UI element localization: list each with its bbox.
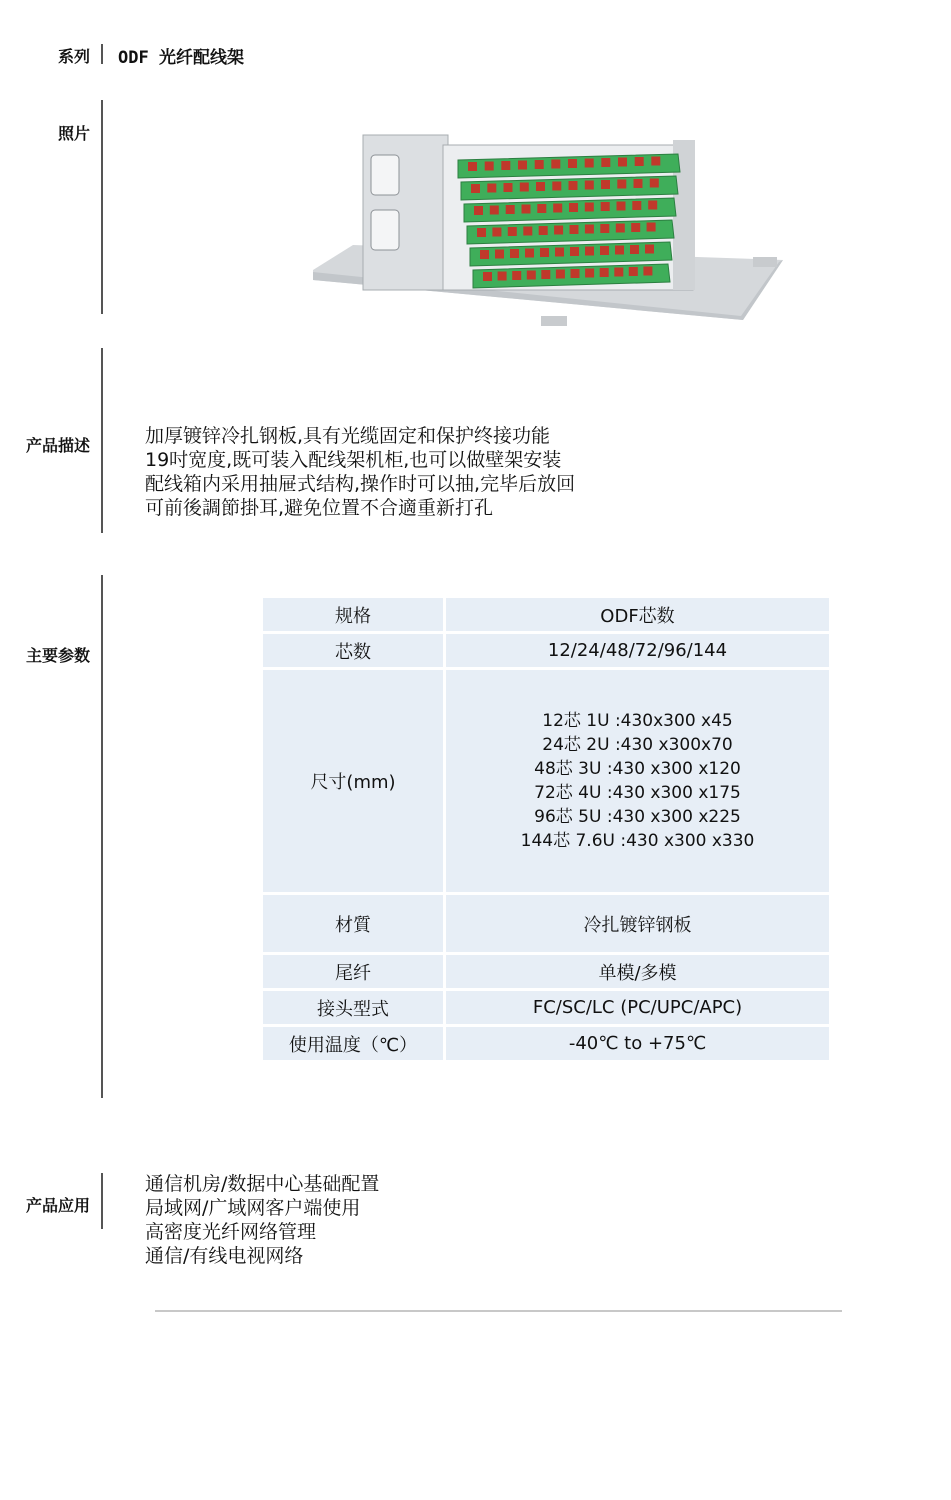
dimensions-list [446, 670, 829, 895]
fiber-adapter [618, 158, 627, 167]
fiber-adapter [634, 179, 643, 188]
fiber-adapter [520, 183, 529, 192]
table-row [263, 598, 829, 634]
fiber-adapter [616, 224, 625, 233]
fiber-adapter [645, 245, 654, 254]
fiber-adapter [569, 203, 578, 212]
param-value: 单模/多模 [446, 955, 829, 991]
fiber-adapter [512, 271, 521, 280]
description-line: 可前後調節掛耳,避免位置不合適重新打孔 [145, 497, 494, 519]
application-text [145, 1172, 379, 1268]
fiber-adapter [601, 180, 610, 189]
fiber-adapter [556, 270, 565, 279]
divider-params [101, 575, 103, 1098]
fiber-adapter [522, 205, 531, 214]
fiber-adapter [492, 228, 501, 237]
params-table [263, 598, 829, 1063]
odf-product-photo [313, 120, 788, 365]
dimension-item: 24芯 2U :430 x300x70 [542, 735, 733, 755]
table-row [263, 634, 829, 670]
fiber-adapter [506, 205, 515, 214]
fiber-adapter [552, 182, 561, 191]
application-line: 局域网/广域网客户端使用 [145, 1197, 361, 1219]
table-row [263, 955, 829, 991]
fiber-adapter [541, 270, 550, 279]
fiber-adapter [495, 250, 504, 259]
fiber-adapter [527, 271, 536, 280]
fiber-adapter [617, 202, 626, 211]
fiber-adapter [651, 157, 660, 166]
fiber-adapter [536, 182, 545, 191]
fiber-adapter [631, 223, 640, 232]
fiber-adapter [601, 202, 610, 211]
fiber-adapter [555, 248, 564, 257]
fiber-adapter [485, 162, 494, 171]
fiber-adapter [477, 228, 486, 237]
fiber-adapter [585, 181, 594, 190]
fiber-adapter [523, 227, 532, 236]
fiber-adapter [585, 247, 594, 256]
param-value: -40℃ to +75℃ [446, 1027, 829, 1063]
fiber-adapter [600, 224, 609, 233]
fiber-adapter [600, 246, 609, 255]
fiber-adapter [650, 179, 659, 188]
fiber-adapter [648, 201, 657, 210]
fiber-adapter [551, 160, 560, 169]
fiber-adapter [553, 204, 562, 213]
fiber-adapter [571, 269, 580, 278]
description-label: 产品描述 [25, 436, 90, 455]
fiber-adapter [600, 268, 609, 277]
fiber-adapter [518, 161, 527, 170]
photo-label: 照片 [57, 124, 90, 143]
param-key: 规格 [263, 598, 446, 634]
description-line: 加厚镀锌冷扎钢板,具有光缆固定和保护终接功能 [145, 425, 551, 447]
fiber-adapter [632, 201, 641, 210]
application-line: 通信机房/数据中心基础配置 [145, 1173, 380, 1195]
bottom-divider [155, 1310, 842, 1312]
fiber-adapter [483, 272, 492, 281]
fiber-adapter [501, 161, 510, 170]
divider-description [101, 348, 103, 533]
fiber-adapter [540, 248, 549, 257]
param-value: 冷扎镀锌钢板 [446, 895, 829, 955]
table-row [263, 670, 829, 895]
fiber-adapter [537, 204, 546, 213]
fiber-adapter [471, 184, 480, 193]
fiber-adapter [585, 225, 594, 234]
description-line: 19吋宽度,既可装入配线架机柜,也可以做壁架安装 [145, 449, 562, 471]
param-key: 使用温度（℃） [263, 1027, 446, 1063]
fiber-adapter [601, 158, 610, 167]
fiber-adapter [539, 226, 548, 235]
dimension-item: 144芯 7.6U :430 x300 x330 [520, 831, 755, 851]
fiber-adapter [629, 267, 638, 276]
fiber-adapter [647, 223, 656, 232]
fiber-adapter [504, 183, 513, 192]
divider-series [101, 44, 103, 64]
fiber-adapter [615, 246, 624, 255]
divider-photo [101, 100, 103, 314]
application-line: 通信/有线电视网络 [145, 1245, 304, 1267]
fiber-adapter [487, 184, 496, 193]
fiber-adapter [498, 272, 507, 281]
param-key: 材質 [263, 895, 446, 955]
fiber-adapter [468, 162, 477, 171]
param-value: 12/24/48/72/96/144 [446, 634, 829, 670]
series-value: ODF 光纤配线架 [118, 48, 244, 68]
fiber-adapter [554, 226, 563, 235]
divider-application [101, 1173, 103, 1229]
dimension-item: 72芯 4U :430 x300 x175 [534, 783, 741, 803]
fiber-adapter [614, 268, 623, 277]
fiber-adapter [525, 249, 534, 258]
description-line: 配线箱内采用抽屉式结构,操作时可以抽,完毕后放回 [145, 473, 576, 495]
fiber-adapter [474, 206, 483, 215]
dimension-item: 12芯 1U :430x300 x45 [542, 711, 733, 731]
param-key: 尾纤 [263, 955, 446, 991]
application-line: 高密度光纤网络管理 [145, 1221, 317, 1243]
fiber-adapter [570, 247, 579, 256]
fiber-adapter [569, 181, 578, 190]
fiber-adapter [617, 180, 626, 189]
table-row [263, 1027, 829, 1063]
series-label: 系列 [57, 47, 90, 66]
fiber-adapter [490, 206, 499, 215]
dimension-item: 96芯 5U :430 x300 x225 [534, 807, 741, 827]
fiber-adapter [630, 245, 639, 254]
table-row [263, 991, 829, 1027]
fiber-adapter [480, 250, 489, 259]
param-key: 接头型式 [263, 991, 446, 1027]
fiber-adapter [635, 157, 644, 166]
fiber-adapter [510, 249, 519, 258]
fiber-adapter [535, 160, 544, 169]
table-row [263, 895, 829, 955]
fiber-adapter [585, 159, 594, 168]
params-label: 主要参数 [25, 646, 90, 665]
fiber-adapter [585, 203, 594, 212]
param-key: 芯数 [263, 634, 446, 670]
fiber-adapter [643, 267, 652, 276]
param-key: 尺寸(mm) [263, 670, 446, 895]
dimension-item: 48芯 3U :430 x300 x120 [534, 759, 741, 779]
application-label: 产品应用 [25, 1196, 90, 1215]
fiber-adapter [585, 269, 594, 278]
fiber-adapter [568, 159, 577, 168]
fiber-adapter [508, 227, 517, 236]
param-value: FC/SC/LC (PC/UPC/APC) [446, 991, 829, 1027]
param-value: ODF芯数 [446, 598, 829, 634]
fiber-adapter [570, 225, 579, 234]
description-text [145, 424, 575, 520]
